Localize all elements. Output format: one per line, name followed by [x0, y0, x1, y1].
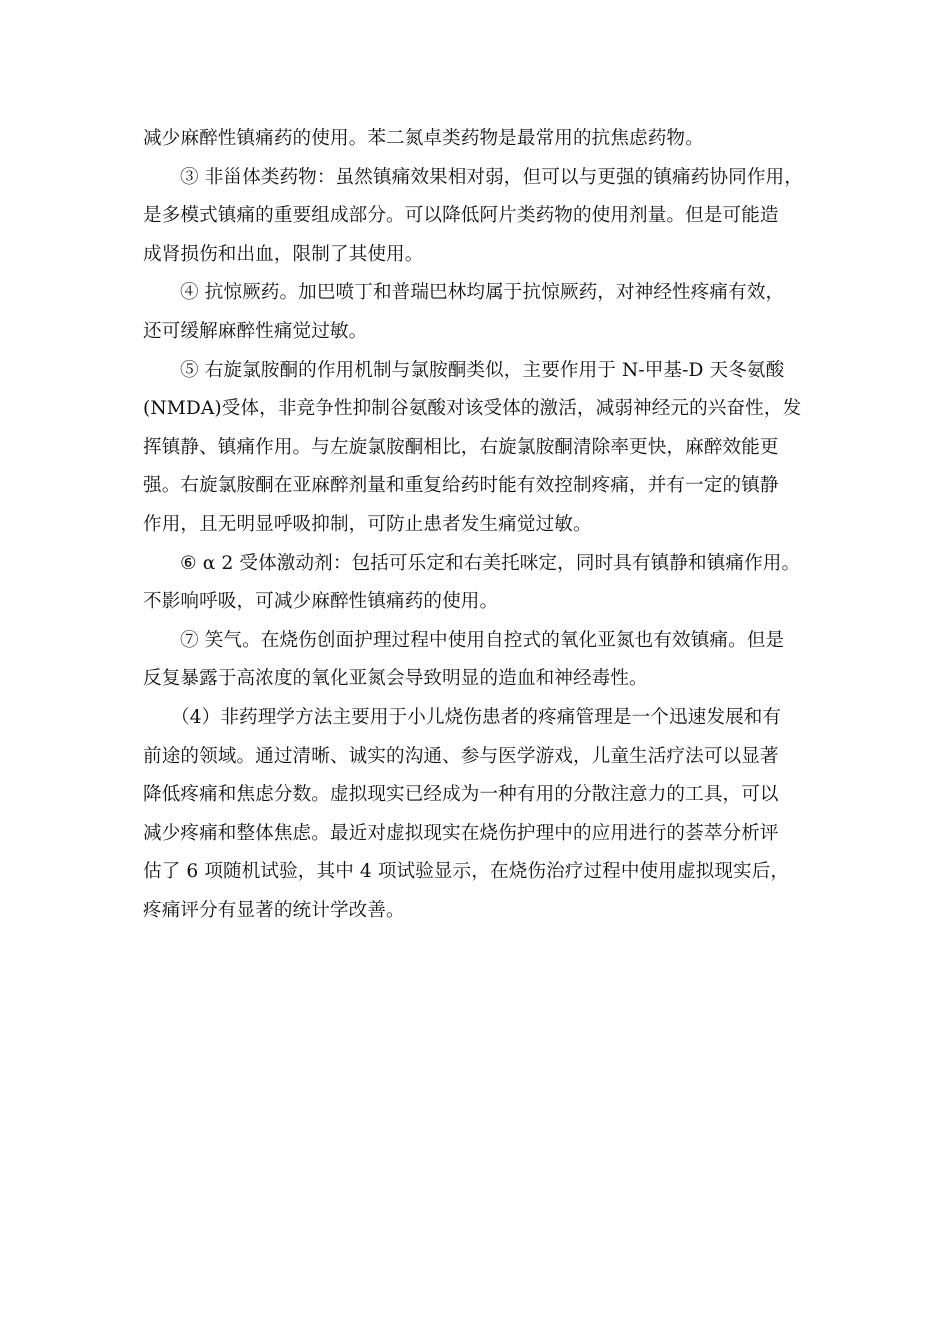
paragraph-item-4-anticonvulsants	[143, 274, 823, 351]
text-line: 前途的领域。通过清晰、诚实的沟通、参与医学游戏，儿童生活疗法可以显著	[143, 745, 779, 767]
text-line: 挥镇静、镇痛作用。与左旋氯胺酮相比，右旋氯胺酮清除率更快，麻醉效能更	[143, 436, 779, 458]
text-line: 成肾损伤和出血，限制了其使用。	[143, 243, 424, 265]
text-line: 强。右旋氯胺酮在亚麻醉剂量和重复给药时能有效控制疼痛，并有一定的镇静	[143, 475, 779, 497]
text-line: 还可缓解麻醉性痛觉过敏。	[143, 320, 368, 342]
paragraph-item-5-esketamine	[143, 352, 823, 545]
paragraph-item-3-nsaids	[143, 159, 823, 275]
text-line: 降低疼痛和焦虑分数。虚拟现实已经成为一种有用的分散注意力的工具，可以	[143, 784, 779, 806]
text-line: 不影响呼吸，可减少麻醉性镇痛药的使用。	[143, 591, 499, 613]
paragraph-item-6-alpha2-agonists	[143, 545, 823, 622]
text-line: ⑤ 右旋氯胺酮的作用机制与氯胺酮类似，主要作用于 N-甲基-D 天冬氨酸	[180, 359, 785, 381]
text-line: ④ 抗惊厥药。加巴喷丁和普瑞巴林均属于抗惊厥药，对神经性疼痛有效，	[180, 282, 785, 304]
paragraph-section-4-non-pharmacological	[143, 699, 823, 931]
document-body	[143, 120, 823, 930]
text-line: 作用，且无明显呼吸抑制，可防止患者发生痛觉过敏。	[143, 513, 592, 535]
paragraph-item-7-nitrous-oxide	[143, 622, 823, 699]
text-line: 疼痛评分有显著的统计学改善。	[143, 899, 405, 921]
text-line: ③ 非甾体类药物：虽然镇痛效果相对弱，但可以与更强的镇痛药协同作用，	[180, 166, 803, 188]
text-line: 反复暴露于高浓度的氧化亚氮会导致明显的造血和神经毒性。	[143, 668, 648, 690]
text-line: (NMDA)受体，非竞争性抑制谷氨酸对该受体的激活，减弱神经元的兴奋性，发	[143, 398, 802, 420]
text-line: 估了 6 项随机试验，其中 4 项试验显示，在烧伤治疗过程中使用虚拟现实后，	[143, 861, 790, 883]
paragraph-intro	[143, 120, 823, 159]
text-line: 减少麻醉性镇痛药的使用。苯二氮卓类药物是最常用的抗焦虑药物。	[143, 128, 704, 149]
text-line: 是多模式镇痛的重要组成部分。可以降低阿片类药物的使用剂量。但是可能造	[143, 205, 779, 227]
text-line: （4）非药理学方法主要用于小儿烧伤患者的疼痛管理是一个迅速发展和有	[171, 706, 782, 728]
text-line: ⑦ 笑气。在烧伤创面护理过程中使用自控式的氧化亚氮也有效镇痛。但是	[180, 629, 785, 651]
text-line: 减少疼痛和整体焦虑。最近对虚拟现实在烧伤护理中的应用进行的荟萃分析评	[143, 822, 779, 844]
text-line: ⑥ α 2 受体激动剂：包括可乐定和右美托咪定，同时具有镇静和镇痛作用。	[180, 552, 801, 574]
